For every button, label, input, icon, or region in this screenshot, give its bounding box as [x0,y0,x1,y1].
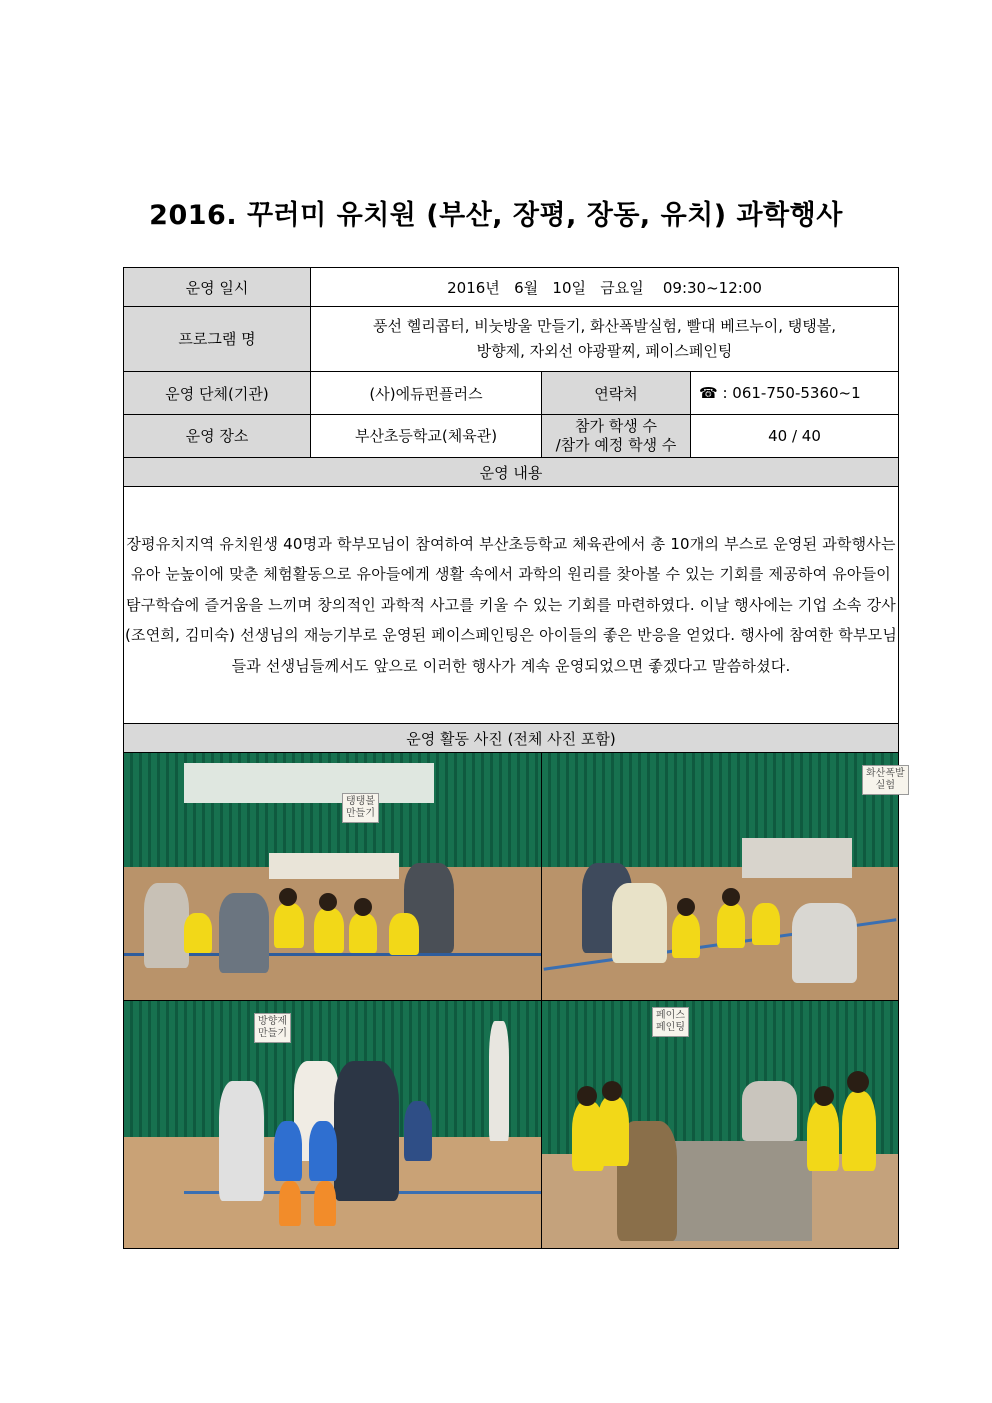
photo-1 [124,753,542,1001]
date-label: 운영 일시 [124,268,311,307]
sign-air-freshener: 방향제 만들기 [254,1013,291,1043]
photo-air-freshener-booth [124,1001,541,1248]
count-label [542,415,691,458]
count-label-line2: /참가 예정 학생 수 [555,436,677,454]
contact-value: : 061-750-5360~1 [717,384,861,402]
content-paragraph: 장평유치지역 유치원생 40명과 학부모님이 참여하여 부산초등학교 체육관에서 총 10개의 부스로 운영된 과학행사는 유아 눈높이에 맞춘 체험활동으로 유아들에게 생활 속에서 과학의 원리를 찾아볼 수 있는 기회를 제공하여 유아들이 탐구학습에 즐거움을 느끼며 창의적인 과학적 사고를 키울 수 있는 기회를 마련하였다. 이날 행사에는 기업 소속 강사(조연희, 김미숙) 선생님의 재능기부로 운영된 페이스페인팅은 아이들의 좋은 반응을 얻었다. 행사에 참여한 학부모님들과 선생님들께서도 앞으로 이러한 행사가 계속 운영되었으면 좋겠다고 말씀하셨다. [124,487,899,724]
page-title: 2016. 꾸러미 유치원 (부산, 장평, 장동, 유치) 과학행사 [149,200,843,231]
photo-3 [124,1001,542,1249]
photo-4 [542,1001,899,1249]
sign-bounce-ball: 탱탱볼 만들기 [342,793,379,823]
photos-header: 운영 활동 사진 (전체 사진 포함) [124,724,899,753]
org-label: 운영 단체(기관) [124,372,311,415]
program-value-line1: 풍선 헬리콥터, 비눗방울 만들기, 화산폭발실험, 빨대 베르누이, 탱탱볼, [373,317,836,335]
program-value-line2: 방향제, 자외선 야광팔찌, 페이스페인팅 [476,342,733,360]
phone-icon: ☎ [699,384,718,402]
program-value [311,307,899,372]
photo-bounce-ball-booth [124,753,541,1000]
sign-volcano: 화산폭발 실험 [862,765,909,795]
contact-label: 연락처 [542,372,691,415]
date-value: 2016년 6월 10일 금요일 09:30~12:00 [311,268,899,307]
count-value: 40 / 40 [691,415,899,458]
photo-volcano-booth [542,753,905,1000]
program-label: 프로그램 명 [124,307,311,372]
sign-face-painting: 페이스 페인팅 [652,1007,689,1037]
contact-value-cell [691,372,899,415]
place-value: 부산초등학교(체육관) [311,415,542,458]
org-value: (사)에듀펀플러스 [311,372,542,415]
count-label-line1: 참가 학생 수 [575,417,657,435]
place-label: 운영 장소 [124,415,311,458]
event-report-table [123,267,905,1249]
photo-face-painting-booth [542,1001,898,1248]
photo-2 [542,753,905,1001]
content-header: 운영 내용 [124,458,899,487]
